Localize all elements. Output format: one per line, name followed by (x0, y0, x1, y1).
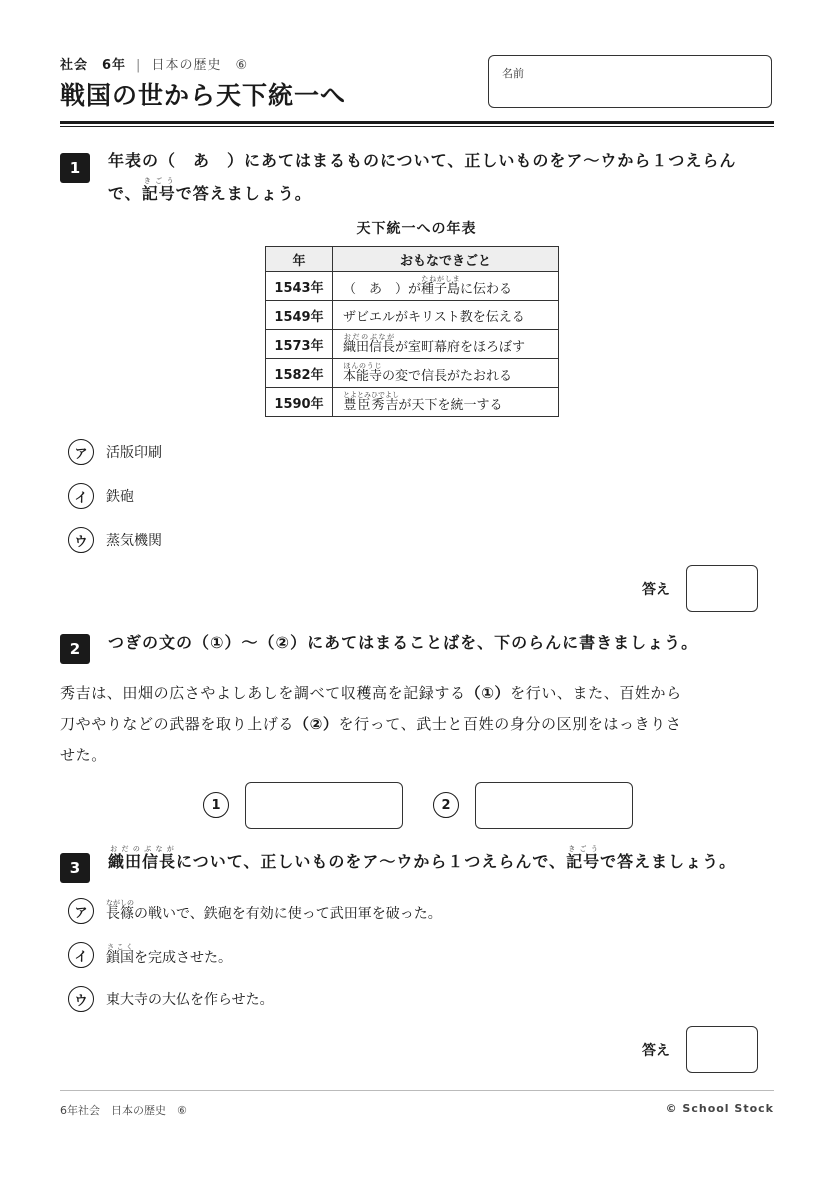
ruby-base: 織田信長 (343, 340, 396, 355)
ruby-base: 豊臣秀吉 (343, 398, 399, 413)
passage-blank-2: （②） (294, 715, 339, 733)
choice-ruby (106, 899, 134, 922)
choice-body: の戦いで、鉄砲を有効に使って武田軍を破った。 (134, 906, 442, 922)
name-field[interactable] (488, 55, 772, 108)
timeline-caption: 天下統一への年表 (356, 221, 477, 237)
header-year: 年 (266, 247, 333, 272)
subject-grade: 社会 6年 (60, 58, 127, 73)
ruby-base: 鎖国 (106, 950, 134, 966)
event-ruby (343, 333, 396, 355)
question-1-line2 (108, 177, 312, 205)
q1-ruby-base: 記号 (141, 184, 176, 203)
event-ruby (343, 362, 383, 384)
event-text: が天下を統一する (398, 398, 503, 413)
page-title: 戦国の世から天下統一へ (60, 81, 347, 110)
table-row (266, 330, 559, 359)
blank-label-1: 1 (203, 792, 229, 818)
choice-text: 蒸気機関 (106, 533, 162, 549)
blank-label-2: 2 (433, 792, 459, 818)
passage-line-1 (60, 678, 775, 709)
choice-ruby (106, 943, 134, 966)
ruby-reading: おだのぶなが (343, 333, 396, 341)
choice-text: 鉄砲 (106, 489, 134, 505)
table-row (266, 272, 559, 301)
question-3-text (108, 845, 736, 873)
header-events: おもなできごと (333, 247, 559, 272)
table-header-row (266, 247, 559, 272)
question-number-1: 1 (60, 153, 90, 183)
q1-answer-label: 答え (642, 582, 670, 598)
footer-left: 6年社会 日本の歴史 ⑥ (60, 1104, 187, 1117)
question-2-passage (60, 678, 775, 771)
table-row (266, 388, 559, 417)
choice-mark: イ (68, 942, 94, 968)
ruby-reading: とよとみひでよし (343, 391, 399, 399)
row-year: 1582年 (266, 359, 333, 388)
q1-choice-i[interactable] (68, 483, 134, 509)
choice-mark: ア (68, 439, 94, 465)
subject-line (60, 54, 248, 73)
row-year: 1590年 (266, 388, 333, 417)
ruby-base: 種子島 (421, 282, 461, 297)
q3-answer-label: 答え (642, 1043, 670, 1059)
q1-answer-box[interactable] (686, 565, 758, 612)
header-rule-thin (60, 126, 774, 127)
passage-text: 刀ややりなどの武器を取り上げる (60, 715, 295, 733)
q3-answer-box[interactable] (686, 1026, 758, 1073)
choice-mark: ウ (68, 986, 94, 1012)
q1-ruby-kigou (141, 177, 176, 203)
q1-choice-u[interactable] (68, 527, 162, 553)
ruby-base: 記号 (566, 852, 601, 871)
q3-choice-u[interactable] (68, 986, 274, 1012)
footer-rule (60, 1090, 774, 1091)
passage-text: を行い、また、百姓から (510, 684, 682, 702)
q3-text-mid: について、正しいものをア〜ウから１つえらんで、 (176, 852, 567, 871)
table-row (266, 359, 559, 388)
table-row (266, 301, 559, 330)
ruby-reading: おだのぶなが (108, 845, 176, 853)
separator: | (136, 58, 142, 73)
q1-text-pre: で、 (108, 184, 142, 203)
ruby-reading: さこく (106, 943, 134, 951)
event-ruby (343, 391, 399, 413)
ruby-base: 本能寺 (343, 369, 383, 384)
unit-name: 日本の歴史 ⑥ (151, 58, 249, 73)
row-year: 1549年 (266, 301, 333, 330)
q1-text-post: で答えましょう。 (175, 184, 312, 203)
choice-mark: ウ (68, 527, 94, 553)
q3-choice-i[interactable] (68, 942, 232, 968)
passage-text: を行って、武士と百姓の身分の区別をはっきりさ (338, 715, 682, 733)
passage-text: 秀吉は、田畑の広さやよしあしを調べて収穫高を記録する (60, 684, 466, 702)
choice-body: を完成させた。 (134, 950, 232, 966)
passage-blank-1: （①） (465, 684, 511, 702)
ruby-base: 織田信長 (108, 852, 177, 871)
q1-choice-a[interactable] (68, 439, 162, 465)
header-rule-thick (60, 121, 774, 124)
passage-line-3: せた。 (60, 746, 107, 764)
footer-right: © School Stock (665, 1102, 774, 1115)
event-text: ザビエルがキリスト教を伝える (343, 309, 525, 325)
ruby-base: 長篠 (106, 906, 134, 922)
question-2-text: つぎの文の（①）〜（②）にあてはまることばを、下のらんに書きましょう。 (108, 633, 699, 652)
row-event (333, 330, 559, 359)
choice-text: 活版印刷 (106, 445, 162, 461)
ruby-reading: きごう (566, 845, 601, 853)
row-year: 1573年 (266, 330, 333, 359)
choice-mark: イ (68, 483, 94, 509)
event-ruby (421, 275, 461, 297)
row-event (333, 301, 559, 330)
question-number-2: 2 (60, 634, 90, 664)
choice-text (106, 943, 232, 967)
row-year: 1543年 (266, 272, 333, 301)
choice-mark: ア (68, 898, 94, 924)
timeline-table (265, 246, 559, 417)
ruby-reading: たねがしま (421, 275, 461, 283)
question-number-3: 3 (60, 853, 90, 883)
q3-ruby-kigou (566, 845, 601, 871)
ruby-reading: ほんのうじ (343, 362, 382, 370)
event-text: の変で信長がたおれる (382, 369, 513, 384)
event-text: （ あ ）が (343, 282, 422, 297)
ruby-reading: ながしの (106, 899, 134, 907)
q3-text-post: で答えましょう。 (600, 852, 737, 871)
blank-1-input[interactable] (245, 782, 403, 829)
question-1-line1: 年表の（ あ ）にあてはまるものについて、正しいものをア〜ウから１つえらん (108, 151, 737, 170)
event-text: が室町幕府をほろぼす (395, 340, 526, 355)
name-label: 名前 (502, 67, 524, 80)
q3-choice-a[interactable] (68, 898, 442, 924)
row-event (333, 272, 559, 301)
passage-line-2 (60, 709, 775, 740)
q1-ruby-reading: きごう (141, 177, 176, 185)
row-event (333, 359, 559, 388)
blank-2-input[interactable] (475, 782, 633, 829)
choice-text: 東大寺の大仏を作らせた。 (106, 992, 274, 1008)
event-text: に伝わる (460, 282, 513, 297)
q3-ruby-oda (108, 845, 177, 871)
choice-text (106, 899, 442, 923)
row-event (333, 388, 559, 417)
